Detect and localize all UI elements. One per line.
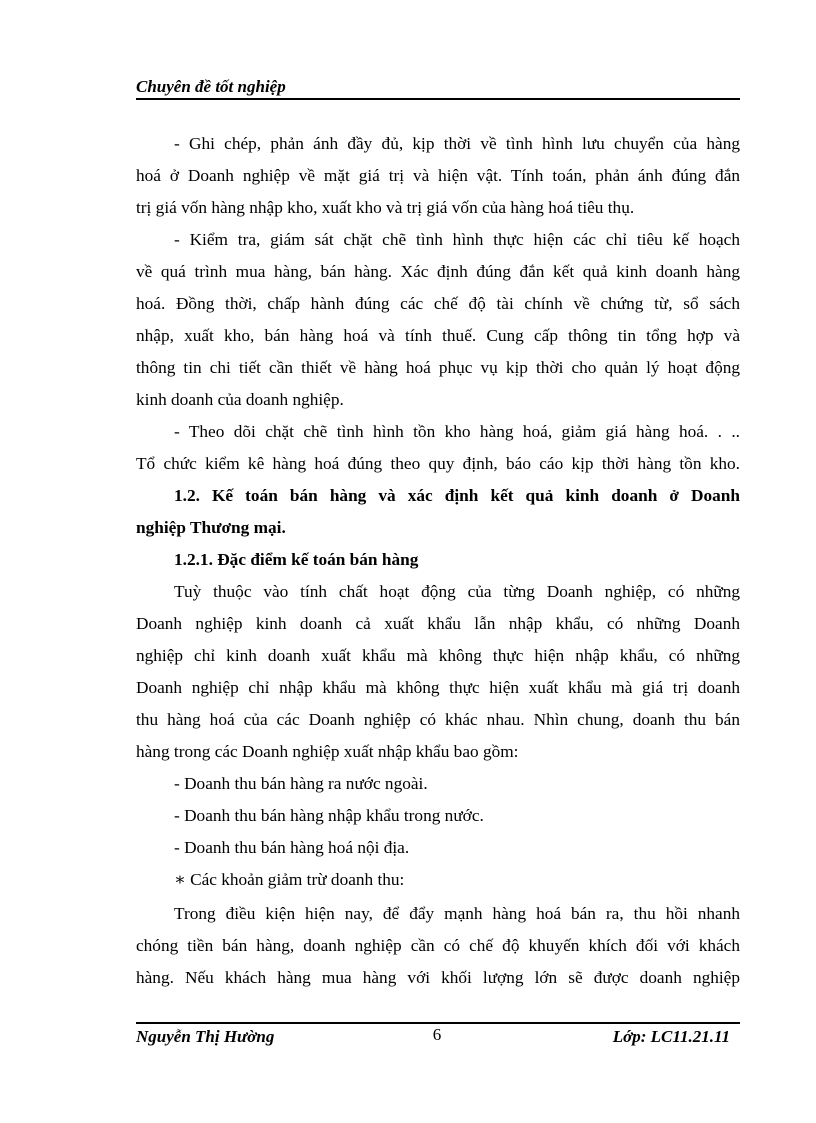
text-line: trị giá vốn hàng nhập kho, xuất kho và trị giá vốn của hàng hoá tiêu thụ. [136,198,635,217]
text-line: nghiệp chỉ kinh doanh xuất khẩu mà không thực hiện nhập khẩu, có những [136,646,740,665]
text-line: hoá. Đồng thời, chấp hành đúng các chế độ tài chính về chứng từ, sổ sách [136,294,740,313]
text-line: nhập, xuất kho, bán hàng hoá và tính thuế. Cung cấp thông tin tổng hợp và [136,326,740,345]
text-line: hoá ở Doanh nghiệp về mặt giá trị và hiện vật. Tính toán, phản ánh đúng đắn [136,166,740,185]
text-line: thu hàng hoá của các Doanh nghiệp có khác nhau. Nhìn chung, doanh thu bán [136,710,740,729]
text-line: Doanh nghiệp chỉ nhập khẩu mà không thực hiện xuất khẩu mà giá trị doanh [136,678,740,697]
section-heading: nghiệp Thương mại. [136,518,286,537]
text-line: - Kiểm tra, giám sát chặt chẽ tình hình thực hiện các chỉ tiêu kế hoạch [174,230,740,249]
text-line: chóng tiền bán hàng, doanh nghiệp cần có chế độ khuyến khích đối với khách [136,936,740,955]
text-line: thông tin chi tiết cần thiết về hàng hoá phục vụ kịp thời cho quản lý hoạt động [136,358,740,377]
header-divider [136,98,740,100]
page-number: 6 [432,1025,442,1044]
list-item: ∗ Các khoản giảm trừ doanh thu: [174,870,405,889]
footer-author: Nguyễn Thị Hường [136,1027,275,1046]
footer-divider [136,1022,740,1024]
text-line: Trong điều kiện hiện nay, để đẩy mạnh hàng hoá bán ra, thu hồi nhanh [174,904,740,923]
list-item: - Doanh thu bán hàng nhập khẩu trong nước. [174,806,484,825]
subsection-heading: 1.2.1. Đặc điểm kế toán bán hàng [174,550,419,569]
text-line: hàng trong các Doanh nghiệp xuất nhập khẩu bao gồm: [136,742,519,761]
footer-class-label: Lớp: LC11.21.11 [612,1027,730,1046]
text-line: Tuỳ thuộc vào tính chất hoạt động của từng Doanh nghiệp, có những [174,582,740,601]
section-heading: 1.2. Kế toán bán hàng và xác định kết quả kinh doanh ở Doanh [174,486,740,505]
header-title: Chuyên đề tốt nghiệp [136,77,286,96]
text-line: - Theo dõi chặt chẽ tình hình tồn kho hàng hoá, giảm giá hàng hoá. . .. [174,422,740,441]
list-item: - Doanh thu bán hàng hoá nội địa. [174,838,410,857]
list-item: - Doanh thu bán hàng ra nước ngoài. [174,774,428,793]
text-line: hàng. Nếu khách hàng mua hàng với khối lượng lớn sẽ được doanh nghiệp [136,968,740,987]
text-line: kinh doanh của doanh nghiệp. [136,390,344,409]
text-line: Doanh nghiệp kinh doanh cả xuất khẩu lẫn nhập khẩu, có những Doanh [136,614,740,633]
text-line: - Ghi chép, phản ánh đầy đủ, kịp thời về tình hình lưu chuyển của hàng [174,134,740,153]
text-line: Tổ chức kiểm kê hàng hoá đúng theo quy định, báo cáo kịp thời hàng tồn kho. [136,454,740,473]
text-line: về quá trình mua hàng, bán hàng. Xác định đúng đắn kết quả kinh doanh hàng [136,262,740,281]
